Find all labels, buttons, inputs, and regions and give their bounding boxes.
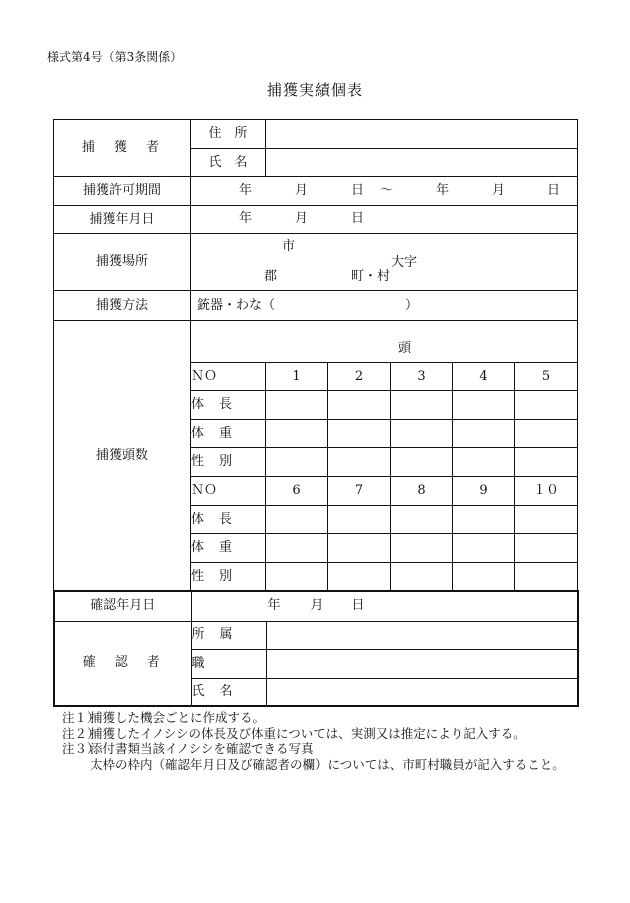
permit-range-tilde: ～ [380,183,394,198]
capture-place-cell [191,234,578,291]
confirmation-month: 月 [310,598,324,614]
value-cell [266,391,328,420]
confirmation-date-label: 確認年月日 [54,591,191,621]
form-title: 捕獲実績個表 [266,81,363,99]
note-1 [62,710,577,726]
animal-number: 1 [266,363,328,391]
value-cell [328,534,391,563]
confirmer-name-label: 氏 名 [191,678,266,706]
confirmation-day: 日 [351,598,365,614]
value-cell [266,506,328,534]
position-value-cell [266,649,578,678]
value-cell [391,420,453,448]
permit-start-month: 月 [295,183,309,198]
value-cell [515,563,578,592]
animal-number: 5 [515,363,578,391]
permit-end-day: 日 [547,183,561,198]
notes [62,710,577,772]
value-cell [453,534,515,563]
note-3-continuation [62,757,577,773]
capture-date-cell [191,206,578,234]
place-city: 市 [282,239,296,254]
place-county: 郡 [264,269,278,284]
hunter-label: 捕 獲 者 [54,120,191,177]
value-cell [453,420,515,448]
body-length-label: 体 長 [191,506,266,534]
name-value-cell [266,149,578,177]
permit-period-row [54,177,578,206]
value-cell [453,563,515,592]
note-prefix: 注３） [62,741,100,757]
value-cell [328,391,391,420]
value-cell [391,506,453,534]
confirmation-date-row [54,591,578,621]
animal-number: 4 [453,363,515,391]
note-2 [62,726,577,742]
capture-place-label: 捕獲場所 [54,234,191,291]
note-3 [62,741,577,757]
confirmer-name-value-cell [266,678,578,706]
confirmation-date-cell [191,591,578,621]
note-text: 添付書類当該イノシシを確認できる写真 [90,741,314,757]
note-text: 太枠の枠内（確認年月日及び確認者の欄）については、市町村職員が記入すること。 [90,756,565,772]
animal-number: １０ [515,477,578,506]
value-cell [391,391,453,420]
no-label: ＮＯ [191,477,266,506]
capture-method-label: 捕獲方法 [54,291,191,321]
value-cell [266,448,328,477]
capture-count-cell [191,321,578,363]
place-oaza: 大字 [391,255,418,270]
value-cell [391,563,453,592]
sex-label: 性 別 [191,448,266,477]
animal-number: 2 [328,363,391,391]
form-number: 様式第4号（第3条関係） [47,50,183,64]
capture-month: 月 [295,211,309,226]
confirmation-table [53,590,579,707]
sex-label: 性 別 [191,563,266,592]
value-cell [391,534,453,563]
hunter-address-row [54,120,578,149]
permit-period-cell [191,177,578,206]
note-prefix: 注２） [62,725,100,741]
body-length-label: 体 長 [191,391,266,420]
animal-number: 7 [328,477,391,506]
value-cell [515,448,578,477]
value-cell [328,448,391,477]
permit-period-label: 捕獲許可期間 [54,177,191,206]
note-prefix: 注１） [62,710,100,725]
count-unit: 頭 [398,341,412,356]
capture-place-row [54,234,578,291]
method-suffix: ） [405,298,419,313]
capture-method-cell [191,291,578,321]
value-cell [328,506,391,534]
address-value-cell [266,120,578,149]
note-text: 捕獲したイノシシの体長及び体重については、実測又は推定により記入する。 [90,725,526,741]
confirmer-label: 確 認 者 [54,621,191,706]
capture-count-row [54,321,578,363]
permit-end-year: 年 [436,183,450,198]
value-cell [266,534,328,563]
animal-number: 8 [391,477,453,506]
address-label: 住 所 [191,120,266,149]
confirmation-year: 年 [267,598,281,614]
value-cell [453,448,515,477]
confirmer-affiliation-row [54,621,578,649]
permit-start-year: 年 [239,183,253,198]
capture-day: 日 [351,211,365,226]
capture-count-label: 捕獲頭数 [54,321,191,592]
animal-number: 6 [266,477,328,506]
capture-date-row [54,206,578,234]
value-cell [266,420,328,448]
animal-number: 3 [391,363,453,391]
value-cell [453,391,515,420]
capture-method-row [54,291,578,321]
animal-number: 9 [453,477,515,506]
value-cell [266,563,328,592]
name-label: 氏 名 [191,149,266,177]
capture-date-label: 捕獲年月日 [54,206,191,234]
value-cell [515,391,578,420]
no-label: ＮＯ [191,363,266,391]
permit-end-month: 月 [492,183,506,198]
affiliation-label: 所 属 [191,621,266,649]
capture-record-table [53,119,578,592]
method-prefix: 銃器・わな（ [197,298,276,313]
value-cell [453,506,515,534]
value-cell [515,420,578,448]
value-cell [515,534,578,563]
affiliation-value-cell [266,621,578,649]
permit-start-day: 日 [351,183,365,198]
position-label: 職 [191,649,266,678]
value-cell [328,563,391,592]
body-weight-label: 体 重 [191,534,266,563]
capture-year: 年 [239,211,253,226]
note-text: 捕獲した機会ごとに作成する。 [90,710,266,725]
value-cell [328,420,391,448]
body-weight-label: 体 重 [191,420,266,448]
value-cell [391,448,453,477]
place-town-village: 町・村 [351,269,391,284]
value-cell [515,506,578,534]
